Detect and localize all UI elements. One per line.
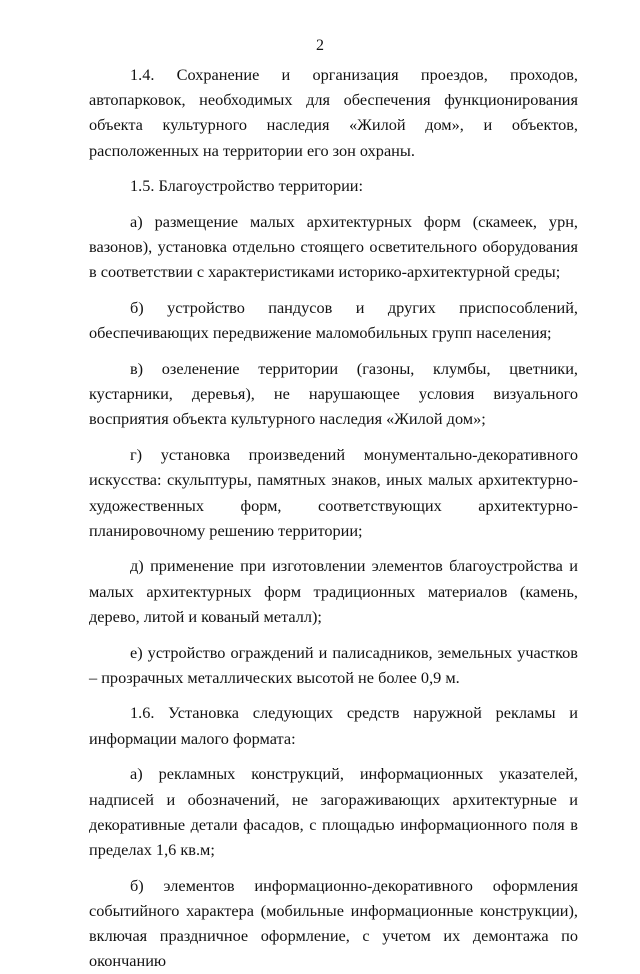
paragraph-1-5-e: е) устройство ограждений и палисадников, земельных участков – прозрачных металлических высотой не более 0,9 м. — [89, 642, 578, 687]
paragraph-1-6-a: а) рекламных конструкций, информационных указателей, надписей и обозначений, не загораживающих архитектурные и декоративные детали фасадов, с площадью информационного поля в пределах 1,6 кв.м; — [89, 764, 578, 859]
paragraph-1-6: 1.6. Установка следующих средств наружной рекламы и информации малого формата: — [89, 703, 578, 748]
paragraph-1-6-b: б) элементов информационно-декоративного оформления событийного характера (мобильные информационные конструкции), включая праздничное оформление, с учетом их демонтажа по окончанию — [89, 875, 578, 971]
body-text — [89, 62, 578, 974]
paragraph-1-5-v: в) озеленение территории (газоны, клумбы, цветники, кустарники, деревья), не нарушающее условия визуального восприятия объекта культурного наследия «Жилой дом»; — [89, 359, 578, 429]
paragraph-1-5-a: а) размещение малых архитектурных форм (скамеек, урн, вазонов), установка отдельно стоящего осветительного оборудования в соответствии с характеристиками историко-архитектурной среды; — [89, 212, 578, 282]
paragraph-1-5-d: д) применение при изготовлении элементов благоустройства и малых архитектурных форм традиционных материалов (камень, дерево, литой и кованый металл); — [89, 556, 578, 626]
paragraph-1-4: 1.4. Сохранение и организация проездов, проходов, автопарковок, необходимых для обеспечения функционирования объекта культурного наследия «Жилой дом», и объектов, расположенных на территории его зон охраны. — [89, 65, 578, 160]
paragraph-1-5-g: г) установка произведений монументально-декоративного искусства: скульптуры, памятных знаков, иных малых архитектурно-художественных форм, соответствующих архитектурно-планировочному решению территории; — [89, 445, 578, 540]
paragraph-1-5-b: б) устройство пандусов и других приспособлений, обеспечивающих передвижение маломобильных групп населения; — [89, 298, 578, 343]
paragraph-1-5: 1.5. Благоустройство территории: — [130, 176, 364, 196]
page-number: 2 — [316, 37, 324, 54]
